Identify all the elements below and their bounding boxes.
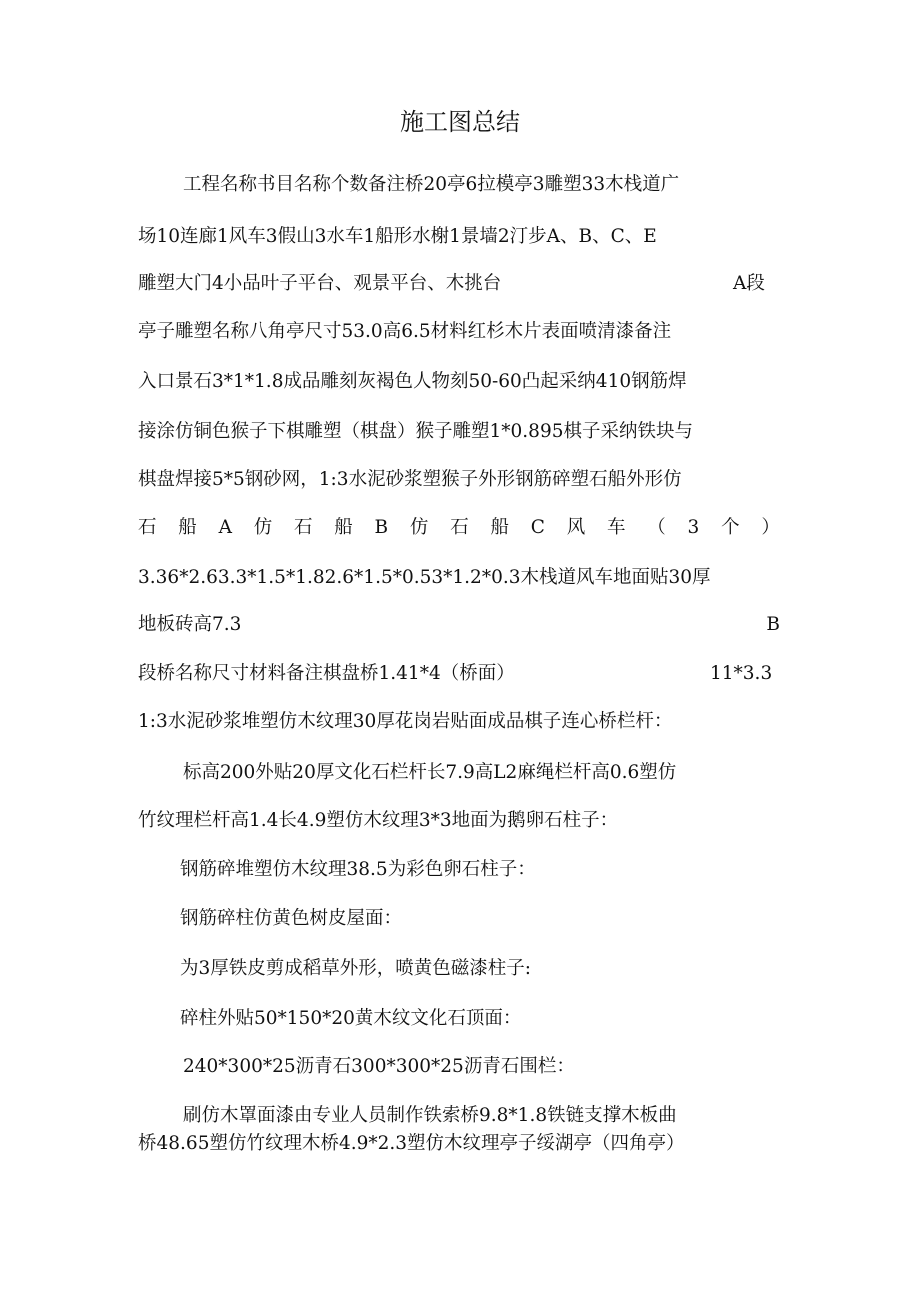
text-line-6: 接涂仿铜色猴子下棋雕塑（棋盘）猴子雕塑1*0.895棋子采纳铁块与 [138,421,693,442]
ship-row-char: 风 [566,517,586,538]
text-line-19: 240*300*25沥青石300*300*25沥青石围栏： [183,1056,575,1077]
ship-row-char: 仿 [409,517,429,538]
ship-row [138,515,780,541]
ship-row-char: 石 [138,517,157,538]
text-line-16: 钢筋碎柱仿黄色树皮屋面： [180,908,403,929]
ship-row-char: 3 [687,517,700,538]
text-line-9: 3.36*2.63.3*1.5*1.82.6*1.5*0.53*1.2*0.3木栈道风车地面贴30厚 [138,567,711,588]
ship-row-char: A [218,517,232,538]
text-line-13: 标高200外贴20厚文化石栏杆长7.9高L2麻绳栏杆高0.6塑仿 [183,762,677,783]
text-line-20: 刷仿木罩面漆由专业人员制作铁索桥9.8*1.8铁链支撑木板曲 [183,1105,677,1126]
ship-row-char: 车 [606,517,626,538]
text-line-10: 地板砖高7.3 [138,614,242,635]
text-line-18: 碎柱外贴50*150*20黄木纹文化石顶面： [180,1008,522,1029]
text-line-11: 段桥名称尺寸材料备注棋盘桥1.41*4（桥面） [138,663,515,684]
section-a-label: A段 [733,273,765,294]
ship-row-char: 个 [721,517,740,538]
ship-row-char: 石 [293,517,313,538]
ship-row-char: 石 [450,517,469,538]
text-line-7: 棋盘焊接5*5钢砂网，1:3水泥砂浆塑猴子外形钢筋碎塑石船外形仿 [138,469,682,490]
ship-row-char: 仿 [253,517,273,538]
text-line-15: 钢筋碎堆塑仿木纹理38.5为彩色卵石柱子： [180,859,536,880]
text-line-1: 工程名称书目名称个数备注桥20亭6拉模亭3雕塑33木栈道广 [183,174,680,195]
bridge-dimension: 11*3.3 [710,663,773,684]
ship-row-char: 船 [334,517,353,538]
ship-row-char: ） [761,517,780,538]
text-line-14: 竹纹理栏杆高1.4长4.9塑仿木纹理3*3地面为鹅卵石柱子： [138,810,619,831]
ship-row-char: 船 [178,517,197,538]
text-line-5: 入口景石3*1*1.8成品雕刻灰褐色人物刻50-60凸起采纳410钢筋焊 [138,371,687,392]
text-line-4: 亭子雕塑名称八角亭尺寸53.0高6.5材料红杉木片表面喷清漆备注 [138,321,672,342]
text-line-12: 1:3水泥砂浆堆塑仿木纹理30厚花岗岩贴面成品棋子连心桥栏杆： [138,711,673,732]
ship-row-char: 船 [490,517,509,538]
text-line-3: 雕塑大门4小品叶子平台、观景平台、木挑台 [138,273,502,294]
text-line-21: 桥48.65塑仿竹纹理木桥4.9*2.3塑仿木纹理亭子绥湖亭（四角亭） [138,1133,685,1154]
ship-row-char: C [530,517,545,538]
section-b-label: B [766,614,780,635]
text-line-2: 场10连廊1风车3假山3水车1船形水榭1景墙2汀步A、B、C、E [138,226,657,247]
document-title: 施工图总结 [400,108,520,136]
ship-row-char: B [374,517,389,538]
ship-row-char: （ [647,517,666,538]
text-line-17: 为3厚铁皮剪成稻草外形，喷黄色磁漆柱子: [180,958,532,979]
